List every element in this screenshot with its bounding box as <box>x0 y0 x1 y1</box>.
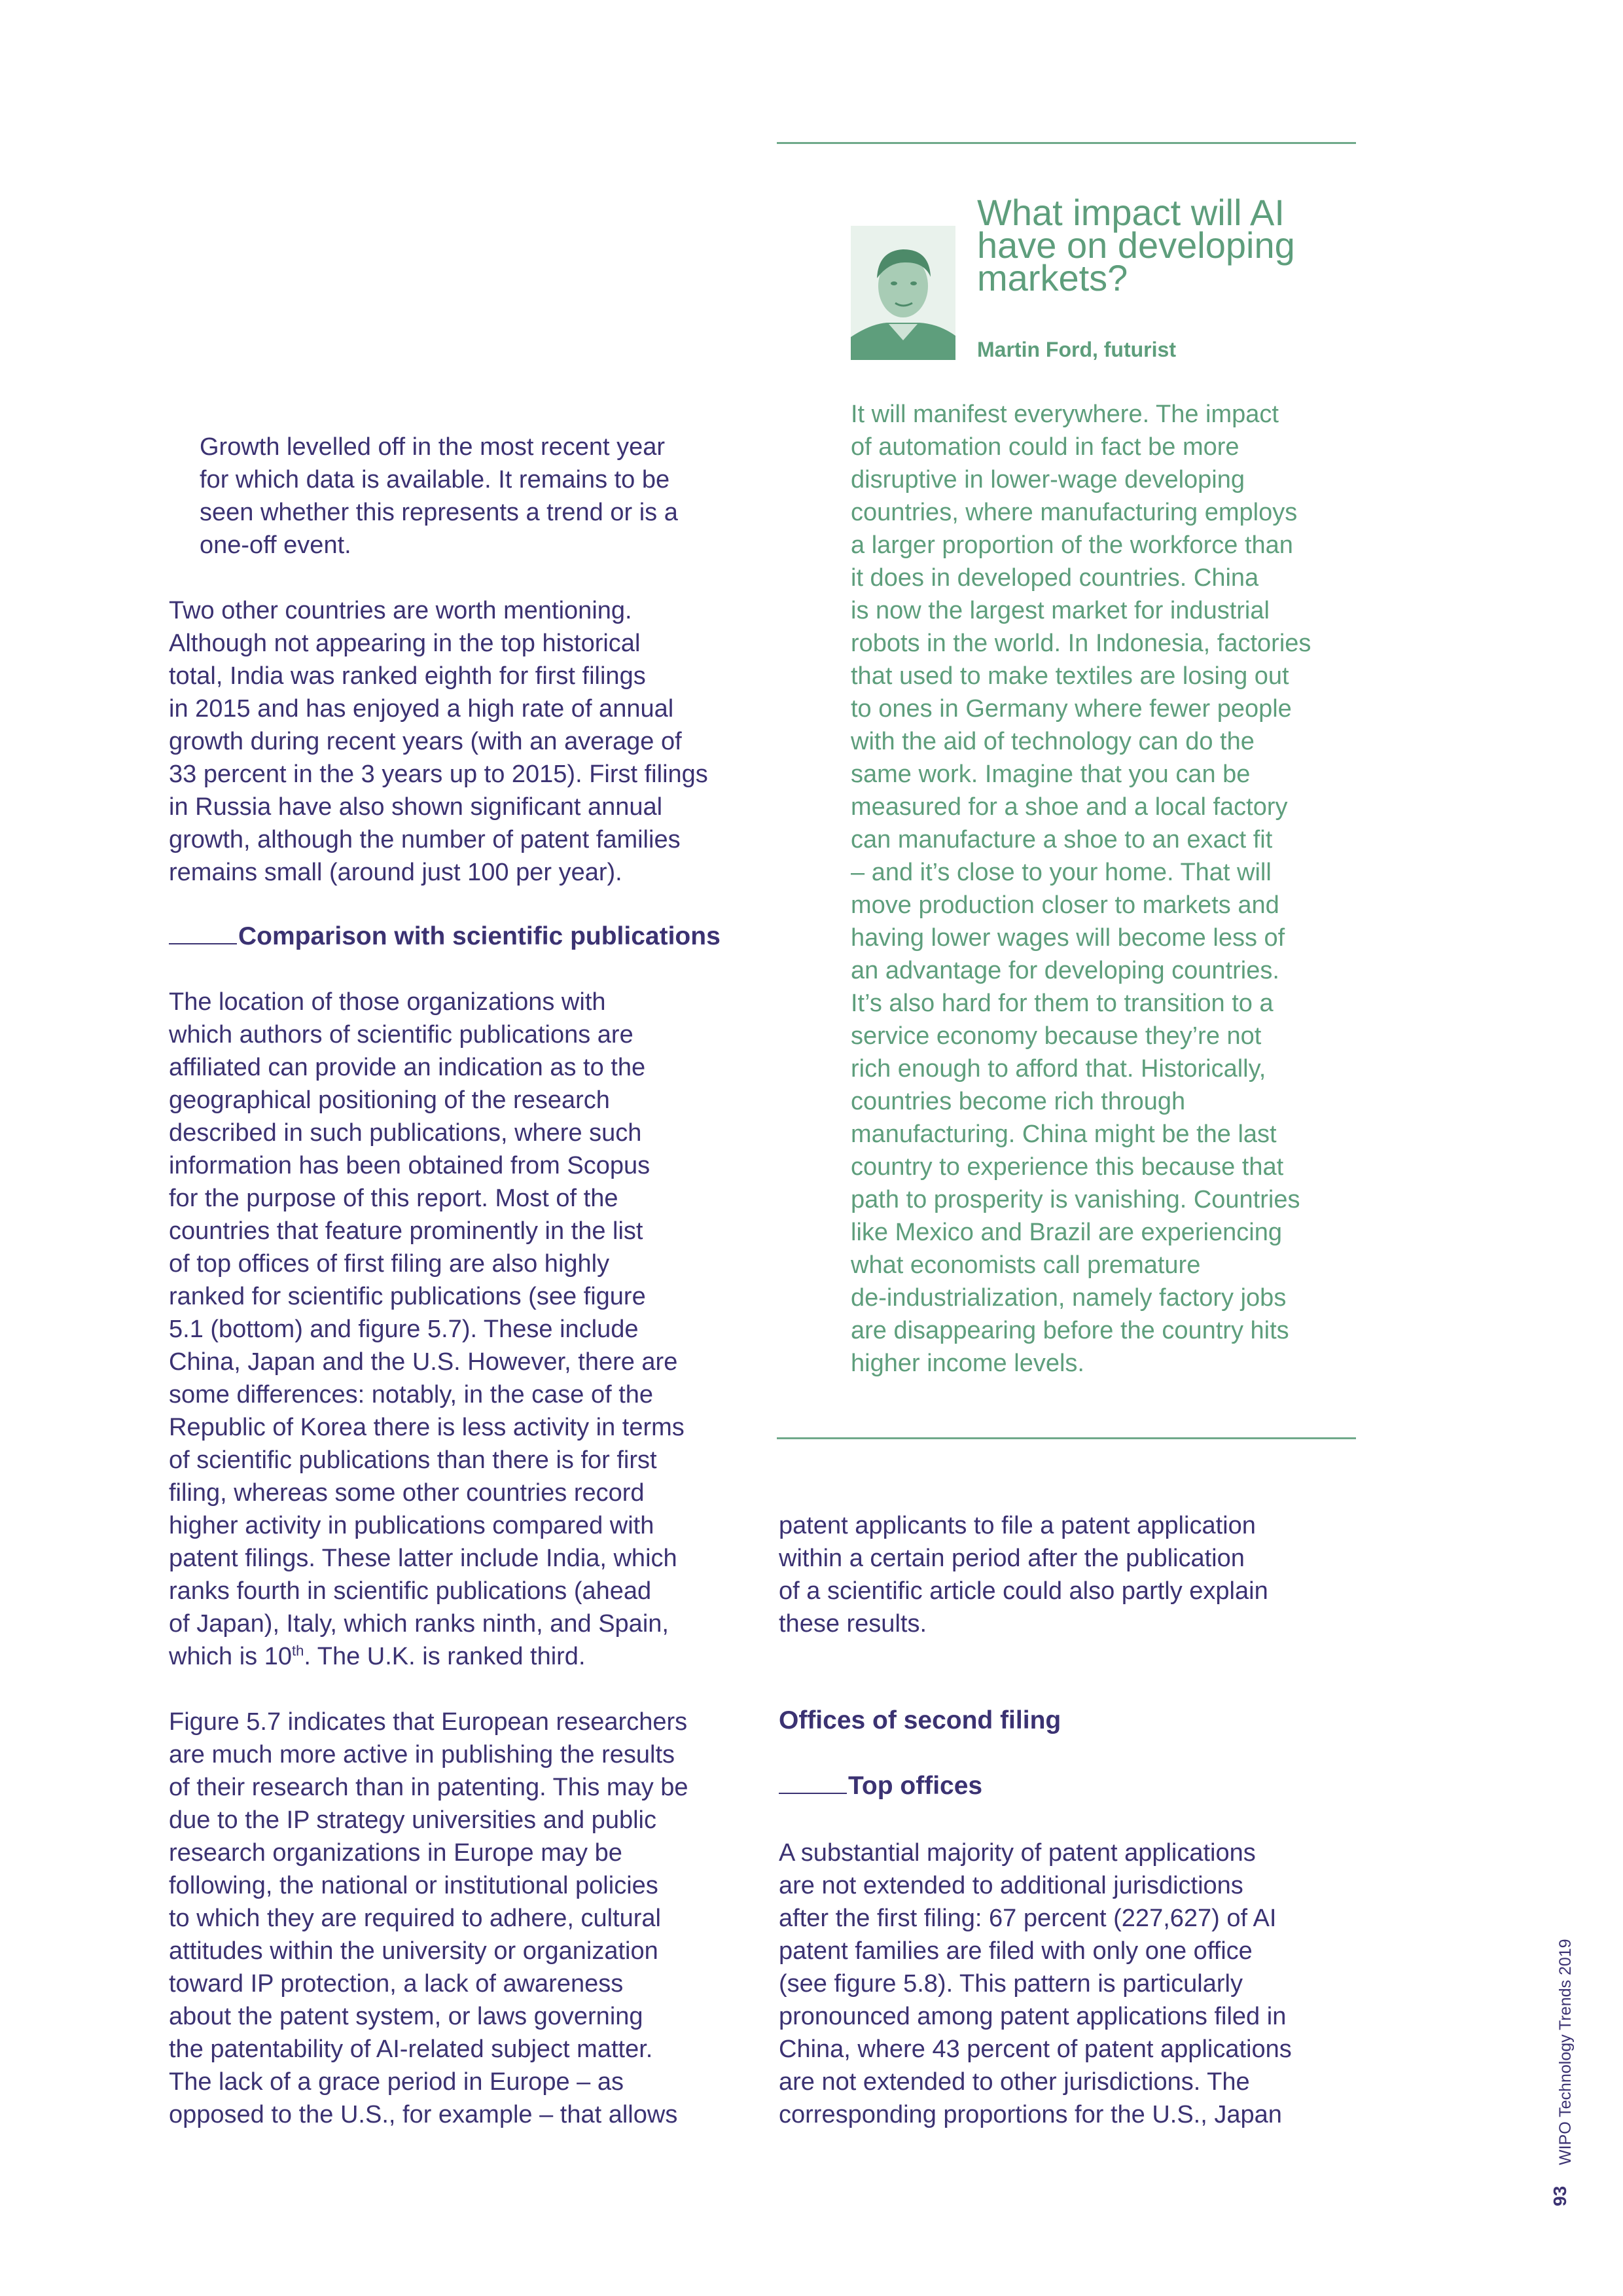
publication-name: WIPO Technology Trends 2019 <box>1556 1939 1575 2165</box>
location-last-after: . The U.K. is ranked third. <box>304 1643 586 1670</box>
comparison-subheading <box>169 920 758 953</box>
location-paragraph-last-line <box>169 1640 758 1673</box>
subheading-rule <box>169 943 237 944</box>
top-offices-subheading-text: Top offices <box>848 1772 983 1800</box>
location-last-before: which is 10 <box>169 1643 292 1670</box>
figure57-paragraph: Figure 5.7 indicates that European researchers are much more active in publishing the results of their research than in patenting. This may be due to the IP strategy universities and public research organizations in Europe may be following, the national or institutional policies to which they are required to adhere, cultural attitudes within the university or organization toward IP protection, a lack of awareness about the patent system, or laws governing the patentability of AI-related subject matter. The lack of a grace period in Europe – as opposed to the U.S., for example – that allows <box>169 1708 688 2128</box>
ordinal-superscript: th <box>291 1642 304 1659</box>
portrait-eye-right <box>910 281 917 285</box>
martin-ford-portrait <box>851 226 955 360</box>
page-number: 93 <box>1550 2185 1570 2206</box>
top-offices-subheading <box>779 1770 1368 1803</box>
sidebar-top-rule <box>777 142 1356 144</box>
sidebar-title: What impact will AI have on developing markets? <box>977 192 1295 298</box>
continued-paragraph: patent applicants to file a patent application within a certain period after the publication of a scientific article could also partly explain these results. <box>779 1512 1268 1638</box>
subheading-rule <box>779 1793 847 1794</box>
location-paragraph-main: The location of those organizations with which authors of scientific publications are affiliated can provide an indication as to the geographical positioning of the research described in such publications, where such information has been obtained from Scopus for the purpose of this report. Most of the countries that feature prominently in the list of top offices of first filing are also highly ranked for scientific publications (see figure 5.1 (bottom) and figure 5.7). These include China, Japan and the U.S. However, there are some differences: notably, in the case of the Republic of Korea there is less activity in terms of scientific publications than there is for first filing, whereas some other countries record higher activity in publications compared with patent filings. These latter include India, which ranks fourth in scientific publications (ahead of Japan), Italy, which ranks ninth, and Spain, <box>169 988 685 1638</box>
majority-paragraph: A substantial majority of patent applications are not extended to additional jurisdictions after the first filing: 67 percent (227,627) of AI patent families are filed with only one office (see figure 5.8). This pattern is particularly pronounced among patent applications filed in China, where 43 percent of patent applications are not extended to other jurisdictions. The corresponding proportions for the U.S., Japan <box>779 1839 1292 2128</box>
sidebar-body: It will manifest everywhere. The impact of automation could in fact be more disruptive in lower-wage developing countries, where manufacturing employs a larger proportion of the workforce than it does in developed countries. China is now the largest market for industrial robots in the world. In Indonesia, factories that used to make textiles are losing out to ones in Germany where fewer people with the aid of technology can do the same work. Imagine that you can be measured for a shoe and a local factory can manufacture a shoe to an exact fit – and it’s close to your home. That will move production closer to markets and having lower wages will become less of an advantage for developing countries. It’s also hard for them to transition to a service economy because they’re not rich enough to afford that. Historically, countries become rich through manufacturing. China might be the last country to experience this because that path to prosperity is vanishing. Countries like Mexico and Brazil are experiencing what economists call premature de-industrialization, namely factory jobs are disappearing before the country hits higher income levels. <box>851 401 1311 1377</box>
two-countries-paragraph: Two other countries are worth mentioning. Although not appearing in the top historical total, India was ranked eighth for first filings in 2015 and has enjoyed a high rate of annual growth during recent years (with an average of 33 percent in the 3 years up to 2015). First filings in Russia have also shown significant annual growth, although the number of patent families remains small (around just 100 per year). <box>169 597 708 886</box>
second-filing-heading: Offices of second filing <box>779 1706 1061 1734</box>
sidebar-bottom-rule <box>777 1437 1356 1439</box>
comparison-subheading-text: Comparison with scientific publications <box>238 922 721 950</box>
sidebar-author: Martin Ford, futurist <box>977 338 1176 361</box>
growth-quote-paragraph: Growth levelled off in the most recent year for which data is available. It remains to be seen whether this represents a trend or is a one-off event. <box>200 433 678 559</box>
portrait-eye-left <box>891 281 897 285</box>
location-paragraph <box>169 986 758 1673</box>
